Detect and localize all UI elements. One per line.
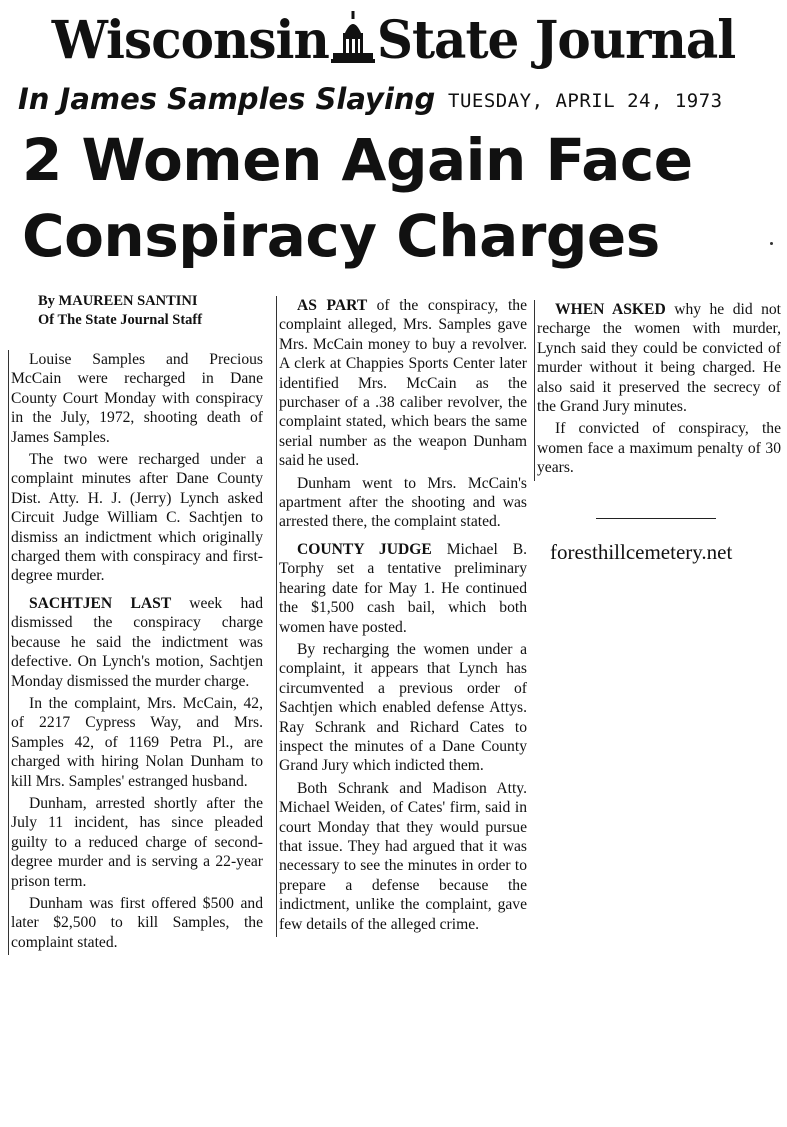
article-paragraph: Both Schrank and Madison Atty. Michael Weiden, of Cates' firm, said in court Monday that they would pursue that issue. They had argued that it was necessary to see the minutes in order to prepare a defense because the indictment, unlike the complaint, gave few details of the alleged crime. — [279, 779, 527, 933]
article-column-1 — [8, 350, 263, 955]
paragraph-lead-in: AS PART — [297, 297, 377, 314]
article-paragraph: Dunham was first offered $500 and later $2,500 to kill Samples, the complaint stated. — [11, 894, 263, 951]
article-paragraph: By recharging the women under a complaint, it appears that Lynch has circumvented a previous order of Sachtjen which enabled defense Attys. Ray Schrank and Richard Cates to inspect the minutes of a Dane County Grand Jury which indicted them. — [279, 640, 527, 775]
article-paragraph: SACHTJEN LAST week had dismissed the conspiracy charge because he said the indictment was defective. On Lynch's motion, Sachtjen Monday dismissed the murder charge. — [11, 594, 263, 690]
capitol-icon — [331, 9, 375, 69]
paragraph-lead-in: WHEN ASKED — [555, 301, 675, 318]
byline — [38, 292, 258, 330]
paragraph-lead-in: COUNTY JUDGE — [297, 540, 447, 558]
article-paragraph: Dunham went to Mrs. McCain's apartment after the shooting and was arrested there, the complaint stated. — [279, 474, 527, 531]
article-column-2 — [276, 296, 527, 937]
article-paragraph: The two were recharged under a complaint minutes after Dane County Dist. Atty. H. J. (Jerry) Lynch asked Circuit Judge William C. Sachtjen to dismiss an indictment which originally charged them with conspiracy and first-degree murder. — [11, 451, 263, 585]
headline: 2 Women Again Face Conspiracy Charges — [22, 126, 693, 270]
article-paragraph: In the complaint, Mrs. McCain, 42, of 2217 Cypress Way, and Mrs. Samples 42, of 1169 Petra Pl., are charged with hiring Nolan Dunham to kill Mrs. Samples' estranged husband. — [11, 694, 263, 790]
masthead — [0, 2, 787, 76]
end-rule — [596, 518, 716, 519]
article-paragraph: COUNTY JUDGE Michael B. Torphy set a tentative preliminary hearing date for May 1. He continued the $1,500 cash bail, which both women have posted. — [279, 540, 527, 636]
byline-staff: Of The State Journal Staff — [38, 312, 203, 328]
article-column-3 — [534, 300, 781, 481]
watermark: foresthillcemetery.net — [550, 540, 733, 564]
byline-author: By MAUREEN SANTINI — [38, 293, 198, 309]
article-paragraph: Louise Samples and Precious McCain were recharged in Dane County Court Monday with conspiracy in the July, 1972, shooting death of James Samples. — [11, 351, 263, 446]
print-speck — [770, 242, 773, 245]
dateline: TUESDAY, APRIL 24, 1973 — [448, 90, 723, 112]
article-paragraph: If convicted of conspiracy, the women face a maximum penalty of 30 years. — [537, 420, 781, 477]
masthead-left: Wisconsin — [51, 8, 329, 70]
article-paragraph: WHEN ASKED why he did not recharge the women with murder, Lynch said they could be convicted of murder without it being charged. He also said it preserved the secrecy of the Grand Jury minutes. — [537, 301, 782, 416]
article-paragraph: AS PART of the conspiracy, the complaint alleged, Mrs. Samples gave Mrs. McCain money to buy a revolver. A clerk at Chappies Sports Center later identified Mrs. McCain as the purchaser of a .38 caliber revolver, the complaint stated, which bears the same serial number as the weapon Dunham said he used. — [279, 297, 527, 470]
kicker: In James Samples Slaying — [18, 82, 436, 116]
article-paragraph: Dunham, arrested shortly after the July 11 incident, has since pleaded guilty to a reduced charge of second-degree murder and is serving a 22-year prison term. — [11, 794, 263, 890]
masthead-right: State Journal — [376, 8, 736, 70]
paragraph-lead-in: SACHTJEN LAST — [29, 594, 190, 612]
